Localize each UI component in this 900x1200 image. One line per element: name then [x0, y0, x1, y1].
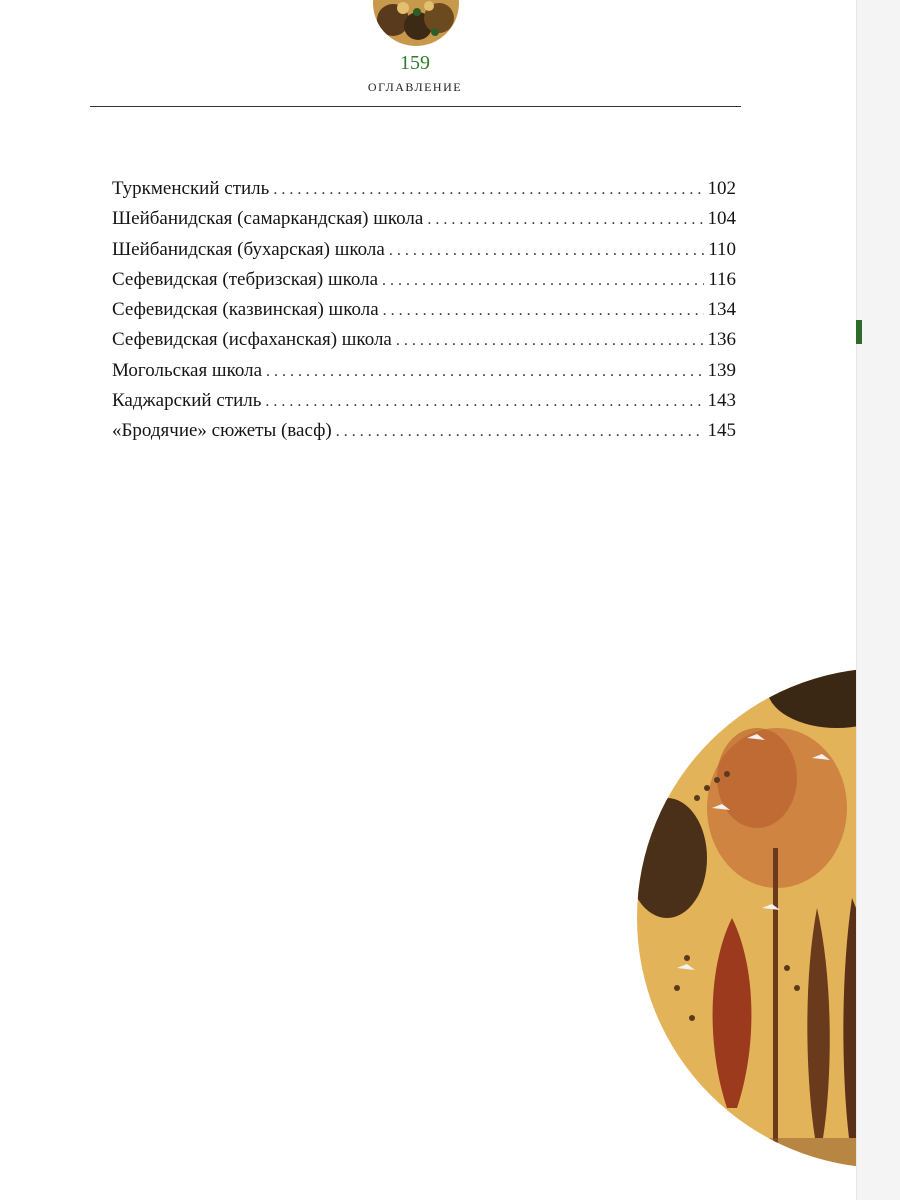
toc-entry-title: Могольская школа: [112, 359, 262, 381]
toc-leader-dots: [389, 242, 704, 260]
toc-leader-dots: [273, 181, 703, 199]
toc-entry[interactable]: [112, 208, 736, 238]
toc-entry-title: Сефевидская (тебризская) школа: [112, 268, 379, 290]
table-of-contents: [112, 178, 736, 451]
toc-leader-dots: [265, 393, 703, 411]
toc-entry-page: 116: [708, 268, 736, 290]
toc-entry-title: Каджарский стиль: [112, 390, 262, 412]
section-edge-marker: [856, 320, 862, 344]
toc-entry-page: 139: [707, 359, 736, 381]
toc-entry-title: Шейбанидская (бухарская) школа: [112, 238, 385, 260]
toc-entry-title: «Бродячие» сюжеты (васф): [112, 420, 332, 442]
toc-entry-page: 102: [707, 178, 736, 199]
toc-leader-dots: [266, 363, 704, 381]
toc-entry[interactable]: [112, 178, 736, 208]
toc-entry-title: Шейбанидская (самаркандская) школа: [112, 208, 424, 230]
page-number: 159: [400, 52, 430, 74]
toc-leader-dots: [427, 211, 703, 229]
persian-miniature-illustration: [637, 668, 856, 1168]
page-edge: [856, 0, 900, 1200]
toc-entry[interactable]: [112, 269, 736, 299]
toc-entry[interactable]: [112, 299, 736, 329]
running-head: ОГЛАВЛЕНИЕ: [367, 80, 463, 94]
toc-entry[interactable]: [112, 420, 736, 450]
toc-entry-page: 145: [707, 420, 736, 442]
toc-entry[interactable]: [112, 390, 736, 420]
toc-leader-dots: [382, 272, 704, 290]
toc-entry-page: 134: [707, 299, 736, 321]
header-divider: [90, 106, 741, 107]
header-medallion-image: [373, 0, 459, 46]
toc-entry-title: Сефевидская (исфаханская) школа: [112, 329, 392, 351]
toc-entry[interactable]: [112, 239, 736, 269]
toc-leader-dots: [383, 302, 704, 320]
toc-leader-dots: [396, 332, 704, 350]
toc-entry-page: 104: [707, 208, 736, 230]
toc-entry-page: 136: [707, 329, 736, 351]
toc-entry[interactable]: [112, 329, 736, 359]
toc-entry-title: Сефевидская (казвинская) школа: [112, 299, 379, 321]
toc-leader-dots: [336, 423, 704, 441]
toc-entry-page: 143: [707, 390, 736, 412]
toc-entry-title: Туркменский стиль: [112, 178, 270, 199]
toc-entry[interactable]: [112, 360, 736, 390]
toc-entry-page: 110: [708, 238, 736, 260]
